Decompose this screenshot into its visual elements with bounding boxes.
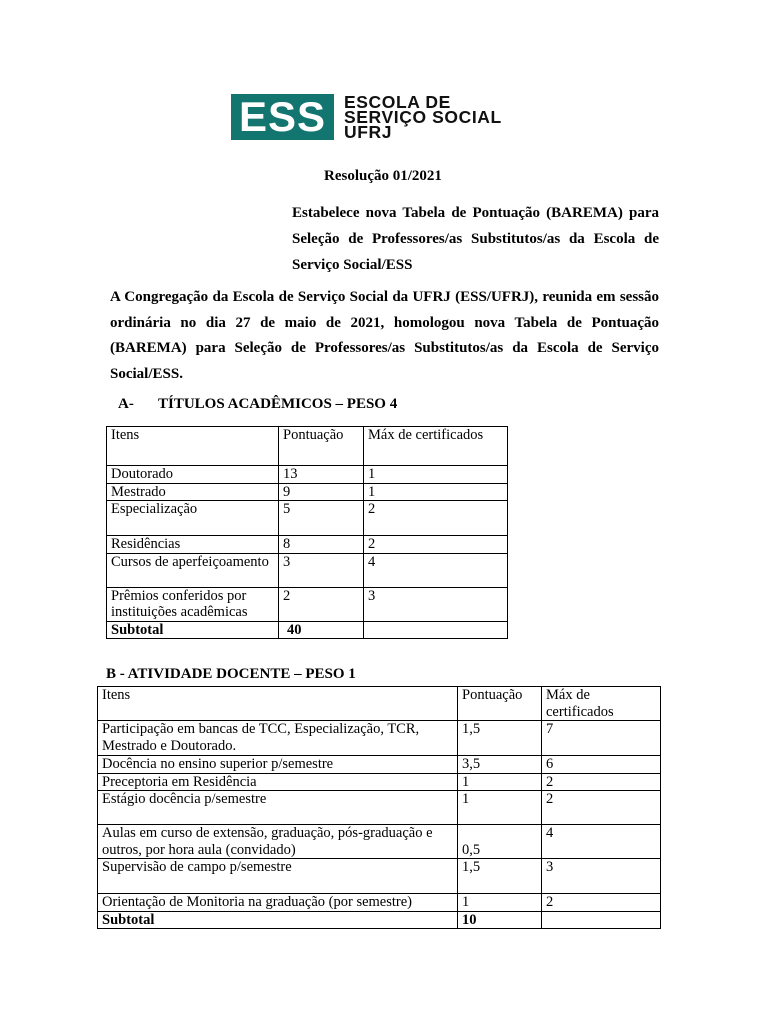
table-row [107, 536, 508, 554]
score-cell: 13 [279, 466, 364, 484]
item-cell: Aulas em curso de extensão, graduação, pós-graduação e outros, por hora aula (convidado) [98, 825, 458, 859]
table-row [107, 483, 508, 501]
score-cell: 9 [279, 483, 364, 501]
item-cell: Prêmios conferidos por instituições acadêmicas [107, 587, 279, 621]
max-cell: 2 [542, 773, 661, 791]
score-cell: 1,5 [458, 721, 542, 756]
max-cell: 2 [542, 791, 661, 825]
max-cell: 7 [542, 721, 661, 756]
item-cell: Preceptoria em Residência [98, 773, 458, 791]
max-cell: 4 [364, 553, 508, 587]
table-row [98, 773, 661, 791]
resolution-description: Estabelece nova Tabela de Pontuação (BAREMA) para Seleção de Professores/as Substitutos/as da Escola de Serviço Social/ESS [292, 205, 659, 273]
item-cell: Docência no ensino superior p/semestre [98, 756, 458, 774]
logo-mark: ESS [231, 94, 334, 140]
table-header-row [98, 687, 661, 721]
max-cell: 6 [542, 756, 661, 774]
table-row [98, 859, 661, 894]
table-row [107, 553, 508, 587]
academic-titles-table [106, 426, 508, 639]
header-cell: Máx de certificados [364, 427, 508, 466]
max-cell: 1 [364, 466, 508, 484]
table-row [98, 756, 661, 774]
score-cell: 1,5 [458, 859, 542, 894]
header-cell: Itens [107, 427, 279, 466]
logo-wordmark [344, 91, 502, 142]
resolution-title: Resolução 01/2021 [324, 168, 442, 184]
section-a-heading [118, 396, 397, 413]
header-cell: Pontuação [458, 687, 542, 721]
score-cell: 5 [279, 501, 364, 536]
score-cell: 0,5 [458, 825, 542, 859]
item-cell: Supervisão de campo p/semestre [98, 859, 458, 894]
logo-line-2: SERVIÇO SOCIAL [344, 106, 502, 127]
empty-cell [364, 621, 508, 639]
item-cell: Orientação de Monitoria na graduação (por semestre) [98, 894, 458, 912]
max-cell: 3 [364, 587, 508, 621]
item-cell: Mestrado [107, 483, 279, 501]
section-a-letter: A- [118, 396, 134, 412]
subtotal-value: 40 [279, 621, 364, 639]
logo-line-3: UFRJ [344, 121, 393, 142]
subtotal-label: Subtotal [98, 911, 458, 929]
item-cell: Estágio docência p/semestre [98, 791, 458, 825]
item-cell: Doutorado [107, 466, 279, 484]
subtotal-value: 10 [458, 911, 542, 929]
logo-line-1: ESCOLA DE [344, 91, 451, 112]
subtotal-row [98, 911, 661, 929]
item-cell: Especialização [107, 501, 279, 536]
max-cell: 2 [364, 536, 508, 554]
teaching-activity-table [97, 686, 661, 929]
table-row [107, 466, 508, 484]
score-cell: 3 [279, 553, 364, 587]
item-cell: Cursos de aperfeiçoamento [107, 553, 279, 587]
table-header-row [107, 427, 508, 466]
max-cell: 4 [542, 825, 661, 859]
header-cell: Máx de certificados [542, 687, 661, 721]
intro-paragraph: A Congregação da Escola de Serviço Social da UFRJ (ESS/UFRJ), reunida em sessão ordinária no dia 27 de maio de 2021, homologou nova Tabela de Pontuação (BAREMA) para Seleção de Professores/as Substitutos/as da Escola de Serviço Social/ESS. [110, 289, 659, 382]
subtotal-row [107, 621, 508, 639]
empty-cell [542, 911, 661, 929]
table-row [107, 501, 508, 536]
table-row [107, 587, 508, 621]
max-cell: 2 [364, 501, 508, 536]
table-row [98, 791, 661, 825]
item-cell: Residências [107, 536, 279, 554]
score-cell: 8 [279, 536, 364, 554]
table-row [98, 825, 661, 859]
item-cell: Participação em bancas de TCC, Especialização, TCR, Mestrado e Doutorado. [98, 721, 458, 756]
header-cell: Pontuação [279, 427, 364, 466]
max-cell: 3 [542, 859, 661, 894]
table-row [98, 894, 661, 912]
section-b-heading: B - ATIVIDADE DOCENTE – PESO 1 [106, 666, 356, 682]
score-cell: 1 [458, 773, 542, 791]
max-cell: 2 [542, 894, 661, 912]
header-cell: Itens [98, 687, 458, 721]
score-cell: 1 [458, 894, 542, 912]
score-cell: 1 [458, 791, 542, 825]
table-row [98, 721, 661, 756]
max-cell: 1 [364, 483, 508, 501]
score-cell: 2 [279, 587, 364, 621]
ess-logo [231, 91, 502, 142]
subtotal-label: Subtotal [107, 621, 279, 639]
section-a-title: TÍTULOS ACADÊMICOS – PESO 4 [158, 396, 398, 412]
score-cell: 3,5 [458, 756, 542, 774]
